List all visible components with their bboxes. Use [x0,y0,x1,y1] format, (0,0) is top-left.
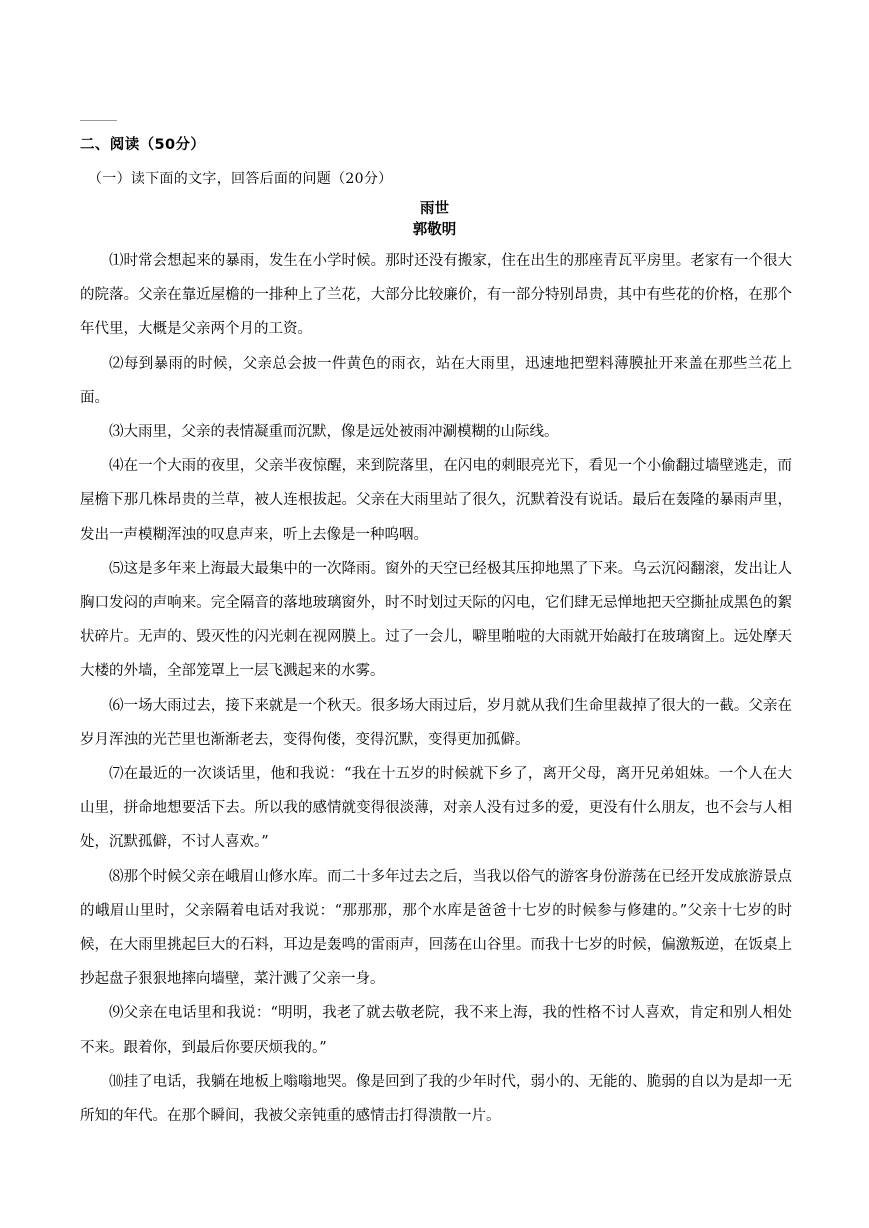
section-title: 二、阅读（50分） [80,137,206,153]
paragraph: ⑹一场大雨过去，接下来就是一个秋天。很多场大雨过后，岁月就从我们生命里裁掉了很大的一截。父亲在岁月浑浊的光芒里也渐渐老去，变得佝偻，变得沉默，变得更加孤僻。 [80,697,792,748]
paragraph: ⑵每到暴雨的时候，父亲总会披一件黄色的雨衣，站在大雨里，迅速地把塑料薄膜扯开来盖在那些兰花上面。 [80,355,792,406]
article-body [80,244,792,1133]
paragraph: ⑽挂了电话，我躺在地板上嗡嗡地哭。像是回到了我的少年时代，弱小的、无能的、脆弱的自以为是却一无所知的年代。在那个瞬间，我被父亲钝重的感情击打得溃散一片。 [80,1073,792,1125]
paragraph: ⑴时常会想起来的暴雨，发生在小学时候。那时还没有搬家，住在出生的那座青瓦平房里。老家有一个很大的院落。父亲在靠近屋檐的一排种上了兰花，大部分比较廉价，有一部分特别昂贵，其中有些花的价格，在那个年代里，大概是父亲两个月的工资。 [80,253,792,338]
paragraph: ⑺在最近的一次谈话里，他和我说：“我在十五岁的时候就下乡了，离开父母，离开兄弟姐妹。一个人在大山里，拼命地想要活下去。所以我的感情就变得很淡薄，对亲人没有过多的爱，更没有什么朋友，也不会与人相处，沉默孤僻，不讨人喜欢。” [80,766,792,851]
paragraph: ⑷在一个大雨的夜里，父亲半夜惊醒，来到院落里，在闪电的刺眼亮光下，看见一个小偷翻过墙壁逃走，而屋檐下那几株昂贵的兰草，被人连根拔起。父亲在大雨里站了很久，沉默着没有说话。最后在轰隆的暴雨声里，发出一声模糊浑浊的叹息声来，听上去像是一种呜咽。 [80,458,792,543]
section-subtitle: （一）读下面的文字，回答后面的问题（20分） [88,171,393,187]
paragraph: ⑻那个时候父亲在峨眉山修水库。而二十多年过去之后，当我以俗气的游客身份游荡在已经开发成旅游景点的峨眉山里时，父亲隔着电话对我说：“那那那，那个水库是爸爸十七岁的时候参与修建的。”父亲十七岁的时候，在大雨里挑起巨大的石料，耳边是轰鸣的雷雨声，回荡在山谷里。而我十七岁的时候，偏激叛逆，在饭桌上抄起盘子狠狠地摔向墙壁，菜汁溅了父亲一身。 [80,868,792,988]
article-title: 雨世 [420,201,449,217]
paragraph: ⑶大雨里，父亲的表情凝重而沉默，像是远处被雨冲涮模糊的山际线。 [109,424,559,441]
paragraph: ⑸这是多年来上海最大最集中的一次降雨。窗外的天空已经极其压抑地黑了下来。乌云沉闷翻滚，发出让人胸口发闷的声响来。完全隔音的落地玻璃窗外，时不时划过天际的闪电，它们肆无忌惮地把天空撕扯成黑色的絮状碎片。无声的、毁灭性的闪光刺在视网膜上。过了一会儿，噼里啪啦的大雨就开始敲打在玻璃窗上。远处摩天大楼的外墙，全部笼罩上一层飞溅起来的水雾。 [80,560,792,680]
paragraph: ⑼父亲在电话里和我说：“明明，我老了就去敬老院，我不来上海，我的性格不讨人喜欢，肯定和别人相处不来。跟着你，到最后你要厌烦我的。” [80,1005,792,1056]
header-rule [80,120,117,121]
article-author: 郭敬明 [412,222,457,238]
